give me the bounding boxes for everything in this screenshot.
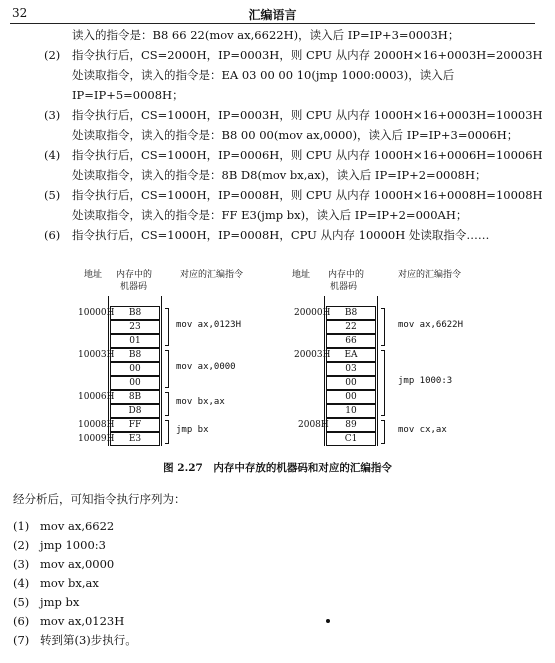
sequence-number: (4): [13, 576, 30, 590]
body-line: 指令执行后，CS=1000H，IP=0003H，则 CPU 从内存 1000H×16+0003H=10003H: [72, 108, 543, 122]
sequence-number: (5): [13, 595, 30, 609]
memory-cell: 89: [326, 418, 376, 432]
body-line: 处读取指令，读入的指令是：B8 00 00(mov ax,0000)，读入后 IP=IP+3=0006H；: [72, 128, 519, 142]
memory-cell: 8B: [110, 390, 160, 404]
memory-cell: 23: [110, 320, 160, 334]
sequence-step: mov ax,6622: [40, 519, 115, 533]
col-header-asm: 对应的汇编指令: [398, 270, 462, 280]
memory-cell: 01: [110, 334, 160, 348]
memory-address: 10009H: [78, 434, 115, 444]
memory-rail: [377, 296, 378, 446]
memory-address: 10000H: [78, 308, 115, 318]
item-number: (2): [44, 48, 61, 62]
memory-cell: 66: [326, 334, 376, 348]
sequence-step: mov bx,ax: [40, 576, 99, 590]
body-line: IP=IP+5=0008H；: [72, 88, 184, 102]
memory-cell: FF: [110, 418, 160, 432]
memory-cell: EA: [326, 348, 376, 362]
body-line: 指令执行后，CS=1000H，IP=0008H，CPU 从内存 10000H 处读取指令……: [72, 228, 490, 242]
sequence-step: 转到第(3)步执行。: [40, 633, 137, 647]
item-number: (3): [44, 108, 61, 122]
body-line: 读入的指令是：B8 66 22(mov ax,6622H)，读入后 IP=IP+3=0003H；: [72, 28, 460, 42]
memory-cell: D8: [110, 404, 160, 418]
sequence-number: (3): [13, 557, 30, 571]
instruction-brace: [165, 308, 169, 346]
instruction-brace: [165, 392, 169, 416]
sequence-number: (2): [13, 538, 30, 552]
body-line: 指令执行后，CS=2000H，IP=0003H，则 CPU 从内存 2000H×16+0003H=20003H: [72, 48, 543, 62]
figure-caption: 图 2.27 内存中存放的机器码和对应的汇编指令: [163, 462, 392, 474]
sequence-step: jmp 1000:3: [40, 538, 106, 552]
asm-instruction: mov ax,0123H: [176, 320, 242, 330]
memory-address: 10008H: [78, 420, 115, 430]
item-number: (6): [44, 228, 61, 242]
scan-speck: [326, 619, 330, 623]
memory-cell: 00: [110, 376, 160, 390]
col-header-address: 地址: [292, 270, 311, 280]
body-line: 指令执行后，CS=1000H，IP=0006H，则 CPU 从内存 1000H×16+0006H=10006H: [72, 148, 543, 162]
memory-cell: B8: [110, 348, 160, 362]
page-number: 32: [12, 6, 28, 20]
page-header: [10, 5, 535, 24]
asm-instruction: mov bx,ax: [176, 397, 225, 407]
memory-cell: 00: [326, 376, 376, 390]
memory-address: 20000H: [294, 308, 331, 318]
sequence-step: mov ax,0000: [40, 557, 115, 571]
memory-cell: 22: [326, 320, 376, 334]
instruction-brace: [165, 350, 169, 388]
memory-cell: 10: [326, 404, 376, 418]
asm-instruction: jmp 1000:3: [398, 376, 453, 386]
memory-address: 20003H: [294, 350, 331, 360]
memory-cell: C1: [326, 432, 376, 446]
asm-instruction: mov ax,0000: [176, 362, 236, 372]
sequence-step: jmp bx: [40, 595, 80, 609]
instruction-brace: [381, 350, 385, 416]
sequence-step: mov ax,0123H: [40, 614, 125, 628]
asm-instruction: jmp bx: [176, 425, 209, 435]
body-line: 处读取指令，读入的指令是：8B D8(mov bx,ax)，读入后 IP=IP+2=0008H；: [72, 168, 487, 182]
body-line: 指令执行后，CS=1000H，IP=0008H，则 CPU 从内存 1000H×16+0008H=10008H: [72, 188, 543, 202]
memory-rail: [161, 296, 162, 446]
memory-cell: E3: [110, 432, 160, 446]
memory-address: 10006H: [78, 392, 115, 402]
memory-cell: B8: [110, 306, 160, 320]
sequence-number: (6): [13, 614, 30, 628]
running-title: 汇编语言: [248, 8, 297, 22]
memory-cell: 00: [110, 362, 160, 376]
instruction-brace: [381, 308, 385, 346]
memory-cell: 00: [326, 390, 376, 404]
sequence-number: (7): [13, 633, 30, 647]
col-header-address: 地址: [84, 270, 103, 280]
body-line: 处读取指令，读入的指令是：FF E3(jmp bx)，读入后 IP=IP+2=000AH；: [72, 208, 468, 222]
analysis-intro: 经分析后，可知指令执行序列为：: [13, 492, 186, 506]
memory-address: 2008H: [298, 420, 329, 430]
col-header-code: 内存中的: [116, 270, 153, 280]
col-header-asm: 对应的汇编指令: [180, 270, 244, 280]
memory-cell: 03: [326, 362, 376, 376]
col-header-code: 机器码: [330, 282, 358, 292]
asm-instruction: mov cx,ax: [398, 425, 447, 435]
asm-instruction: mov ax,6622H: [398, 320, 464, 330]
col-header-code: 机器码: [120, 282, 148, 292]
memory-address: 10003H: [78, 350, 115, 360]
instruction-brace: [381, 420, 385, 444]
item-number: (4): [44, 148, 61, 162]
body-line: 处读取指令，读入的指令是：EA 03 00 00 10(jmp 1000:0003)，读入后: [72, 68, 455, 82]
item-number: (5): [44, 188, 61, 202]
col-header-code: 内存中的: [328, 270, 365, 280]
sequence-number: (1): [13, 519, 30, 533]
memory-cell: B8: [326, 306, 376, 320]
instruction-brace: [165, 420, 169, 444]
